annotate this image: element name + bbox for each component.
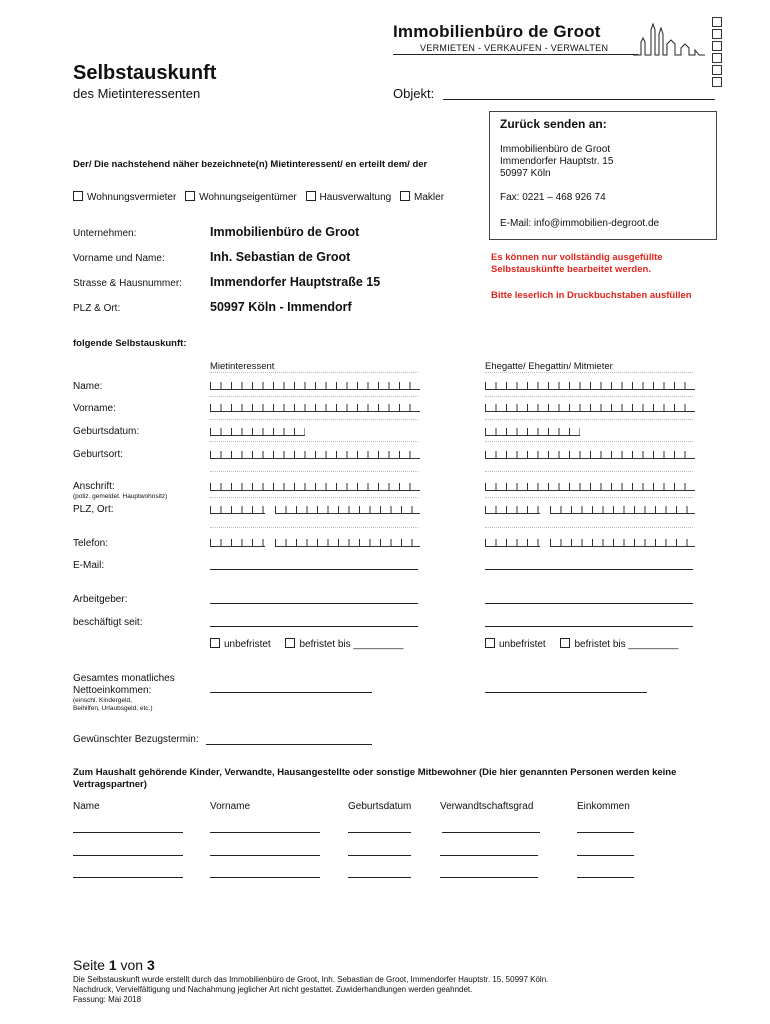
income-note-2: Beihilfen, Urlaubsgeld, etc.) <box>73 705 153 712</box>
plz-ort-field-label: PLZ, Ort: <box>73 504 114 515</box>
applicant-contract-options <box>210 638 403 650</box>
partner-contract-options <box>485 638 678 650</box>
name-field-label: Name: <box>73 381 103 392</box>
checkbox-icon <box>560 638 570 648</box>
checkbox-icon <box>400 191 410 201</box>
footer-line-3: Fassung: Mai 2018 <box>73 995 142 1004</box>
anschrift-field-label: Anschrift: <box>73 481 115 492</box>
applicant-phone-prefix-input[interactable] <box>210 539 265 547</box>
household-name-input[interactable] <box>73 832 183 833</box>
notice-print-letters: Bitte leserlich in Druckbuchstaben ausfüllen <box>491 290 692 301</box>
footer-line-2: Nachdruck, Vervielfältigung und Nachahmung jeglicher Art nicht gestattet. Zuwiderhandlungen werden geahndet. <box>73 985 473 994</box>
column-header-applicant: Mietinteressent <box>210 361 275 372</box>
applicant-employer-input[interactable] <box>210 603 418 604</box>
partner-employed-since-input[interactable] <box>485 626 693 627</box>
email-field-label: E-Mail: <box>73 560 105 571</box>
household-col-einkommen: Einkommen <box>577 801 630 812</box>
option-wohnungsvermieter[interactable]: Wohnungsvermieter <box>73 192 176 203</box>
return-line1: Immobilienbüro de Groot <box>500 144 611 155</box>
checkbox-icon <box>185 191 195 201</box>
partner-address-input[interactable] <box>485 483 695 491</box>
checkbox-icon <box>306 191 316 201</box>
applicant-name-input[interactable] <box>210 382 420 390</box>
applicant-birthplace-input[interactable] <box>210 451 420 459</box>
skyline-icon <box>633 22 705 62</box>
household-birthdate-input[interactable] <box>348 832 411 833</box>
checkbox-icon <box>285 638 295 648</box>
household-name-input[interactable] <box>73 855 183 856</box>
household-col-geburtsdatum: Geburtsdatum <box>348 801 412 812</box>
return-address-box <box>489 111 717 240</box>
partner-zip-input[interactable] <box>485 506 540 514</box>
applicant-befristet-option[interactable]: befristet bis _________ <box>285 639 403 650</box>
applicant-phone-input[interactable] <box>275 539 420 547</box>
partner-befristet-option[interactable]: befristet bis _________ <box>560 639 678 650</box>
return-heading: Zurück senden an: <box>500 117 607 131</box>
option-makler[interactable]: Makler <box>400 192 444 203</box>
household-birthdate-input[interactable] <box>348 855 411 856</box>
bezug-input[interactable] <box>206 744 372 745</box>
household-income-input[interactable] <box>577 877 634 878</box>
objekt-label: Objekt: <box>393 86 435 101</box>
intro-text: Der/ Die nachstehend näher bezeichnete(n) Mietinteressent/ en erteilt dem/ der <box>73 159 428 170</box>
geburtsdatum-field-label: Geburtsdatum: <box>73 426 140 437</box>
household-relation-input[interactable] <box>440 877 538 878</box>
notice-complete-1: Es können nur vollständig ausgefüllte <box>491 252 663 263</box>
household-col-verwandtschaft: Verwandtschaftsgrad <box>440 801 534 812</box>
page-indicator: Seite 1 von 3 <box>73 957 155 973</box>
partner-phone-prefix-input[interactable] <box>485 539 540 547</box>
applicant-income-input[interactable] <box>210 692 372 693</box>
name-label: Vorname und Name: <box>73 253 165 264</box>
partner-phone-input[interactable] <box>550 539 695 547</box>
household-col-name: Name <box>73 801 100 812</box>
return-line2: Immendorfer Hauptstr. 15 <box>500 156 614 167</box>
household-title: Zum Haushalt gehörende Kinder, Verwandte, Hausangestellte oder sonstige Mitbewohner (Die hier genannten Personen werden keine Vertragspartner) <box>73 767 677 790</box>
household-relation-input[interactable] <box>442 832 540 833</box>
telefon-field-label: Telefon: <box>73 538 109 549</box>
recipient-options <box>73 191 444 203</box>
beschaeftigt-field-label: beschäftigt seit: <box>73 617 143 628</box>
partner-email-input[interactable] <box>485 569 693 570</box>
option-wohnungseigentuemer[interactable]: Wohnungseigentümer <box>185 192 297 203</box>
unternehmen-value: Immobilienbüro de Groot <box>210 225 360 239</box>
household-relation-input[interactable] <box>440 855 538 856</box>
page-title: Selbstauskunft <box>73 62 217 84</box>
partner-unbefristet-option[interactable]: unbefristet <box>485 639 546 650</box>
checkbox-icon <box>210 638 220 648</box>
column-header-partner: Ehegatte/ Ehegattin/ Mitmieter <box>485 361 613 372</box>
household-income-input[interactable] <box>577 855 634 856</box>
partner-name-input[interactable] <box>485 382 695 390</box>
checkbox-icon <box>73 191 83 201</box>
logo-tagline: VERMIETEN - VERKAUFEN - VERWALTEN <box>420 43 609 53</box>
partner-birthdate-input[interactable] <box>485 428 580 436</box>
notice-complete-2: Selbstauskünfte bearbeitet werden. <box>491 264 651 275</box>
arbeitgeber-field-label: Arbeitgeber: <box>73 594 128 605</box>
name-value: Inh. Sebastian de Groot <box>210 250 351 264</box>
return-fax: Fax: 0221 – 468 926 74 <box>500 192 606 203</box>
footer-line-1: Die Selbstauskunft wurde erstellt durch das Immobilienbüro de Groot, Inh. Sebastian de Groot, Immendorfer Hauptstr. 15, 50997 Köln. <box>73 975 549 984</box>
partner-income-input[interactable] <box>485 692 647 693</box>
logo-company-name: Immobilienbüro de Groot <box>393 22 601 41</box>
logo-underline <box>393 54 638 55</box>
income-label-1: Gesamtes monatliches <box>73 673 175 684</box>
page-subtitle: des Mietinteressenten <box>73 86 201 101</box>
household-vorname-input[interactable] <box>210 877 320 878</box>
applicant-birthdate-input[interactable] <box>210 428 305 436</box>
household-income-input[interactable] <box>577 832 634 833</box>
applicant-employed-since-input[interactable] <box>210 626 418 627</box>
partner-vorname-input[interactable] <box>485 404 695 412</box>
street-value: Immendorfer Hauptstraße 15 <box>210 275 381 289</box>
geburtsort-field-label: Geburtsort: <box>73 449 124 460</box>
household-name-input[interactable] <box>73 877 183 878</box>
household-vorname-input[interactable] <box>210 832 320 833</box>
applicant-email-input[interactable] <box>210 569 418 570</box>
partner-city-input[interactable] <box>550 506 695 514</box>
city-label: PLZ & Ort: <box>73 303 121 314</box>
household-col-vorname: Vorname <box>210 801 251 812</box>
income-label-2: Nettoeinkommen: <box>73 685 152 696</box>
household-vorname-input[interactable] <box>210 855 320 856</box>
anschrift-note: (poliz. gemeldet. Hauptwohnsitz) <box>73 493 168 500</box>
applicant-address-input[interactable] <box>210 483 420 491</box>
applicant-zip-input[interactable] <box>210 506 265 514</box>
section-title: folgende Selbstauskunft: <box>73 338 187 349</box>
city-value: 50997 Köln - Immendorf <box>210 300 352 314</box>
household-birthdate-input[interactable] <box>348 877 411 878</box>
applicant-vorname-input[interactable] <box>210 404 420 412</box>
partner-birthplace-input[interactable] <box>485 451 695 459</box>
objekt-field[interactable] <box>443 99 715 100</box>
street-label: Strasse & Hausnummer: <box>73 278 182 289</box>
corner-checkbox-column <box>712 17 722 89</box>
bezug-field-label: Gewünschter Bezugstermin: <box>73 734 199 745</box>
partner-employer-input[interactable] <box>485 603 693 604</box>
income-note-1: (einschl. Kindergeld, <box>73 697 132 704</box>
option-hausverwaltung[interactable]: Hausverwaltung <box>306 192 392 203</box>
applicant-unbefristet-option[interactable]: unbefristet <box>210 639 271 650</box>
applicant-city-input[interactable] <box>275 506 420 514</box>
checkbox-icon <box>485 638 495 648</box>
unternehmen-label: Unternehmen: <box>73 228 137 239</box>
vorname-field-label: Vorname: <box>73 403 116 414</box>
return-email: E-Mail: info@immobilien-degroot.de <box>500 218 660 229</box>
company-logo <box>393 22 708 62</box>
return-line3: 50997 Köln <box>500 168 551 179</box>
